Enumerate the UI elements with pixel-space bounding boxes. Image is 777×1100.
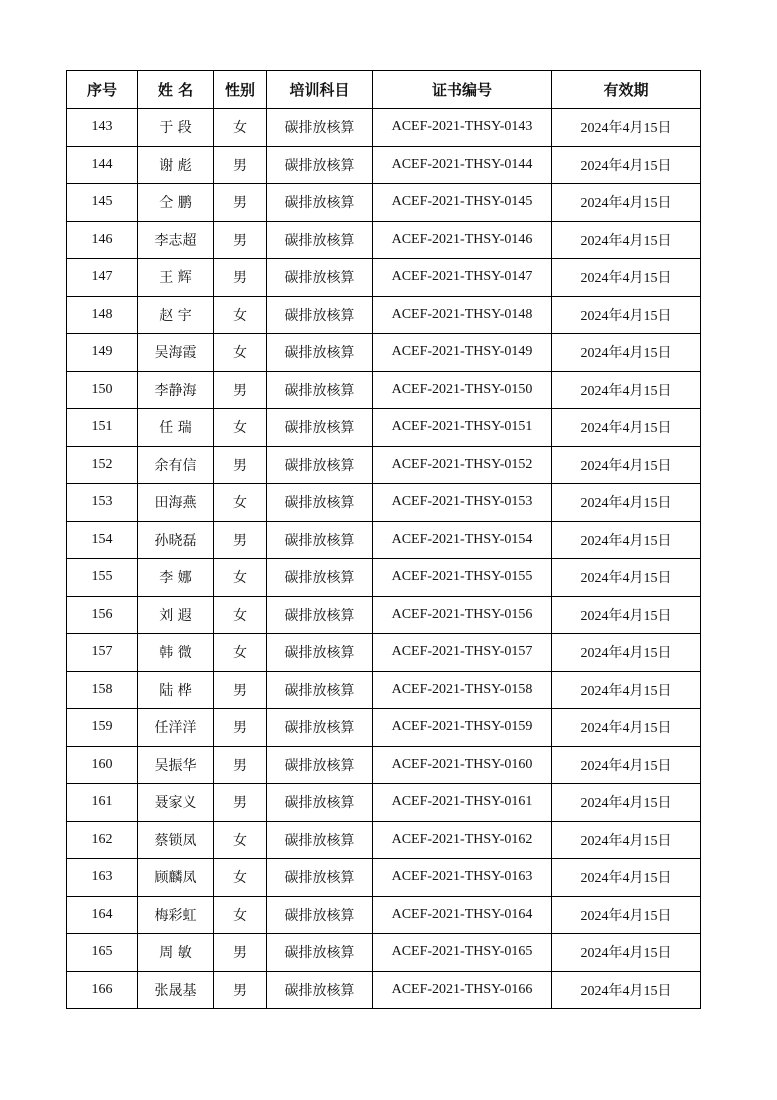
- cell-subject: 碳排放核算: [267, 896, 373, 934]
- cell-gender: 女: [214, 859, 267, 897]
- cell-subject: 碳排放核算: [267, 559, 373, 597]
- cell-index: 159: [67, 709, 138, 747]
- cell-gender: 男: [214, 746, 267, 784]
- cell-index: 144: [67, 146, 138, 184]
- cell-subject: 碳排放核算: [267, 859, 373, 897]
- cell-index: 165: [67, 934, 138, 972]
- cell-subject: 碳排放核算: [267, 221, 373, 259]
- cell-valid: 2024年4月15日: [552, 934, 701, 972]
- table-row: [67, 221, 701, 259]
- cell-index: 158: [67, 671, 138, 709]
- cell-cert-no: ACEF-2021-THSY-0147: [373, 259, 552, 297]
- cell-valid: 2024年4月15日: [552, 784, 701, 822]
- cell-index: 151: [67, 409, 138, 447]
- cell-index: 162: [67, 821, 138, 859]
- cell-subject: 碳排放核算: [267, 296, 373, 334]
- header-name: 姓 名: [138, 71, 214, 109]
- cell-name: 余有信: [138, 446, 214, 484]
- table-row: [67, 409, 701, 447]
- cell-name: 梅彩虹: [138, 896, 214, 934]
- cell-valid: 2024年4月15日: [552, 259, 701, 297]
- header-valid: 有效期: [552, 71, 701, 109]
- cell-name: 张晟基: [138, 971, 214, 1009]
- cell-gender: 男: [214, 221, 267, 259]
- cell-valid: 2024年4月15日: [552, 446, 701, 484]
- cell-gender: 男: [214, 521, 267, 559]
- cell-cert-no: ACEF-2021-THSY-0146: [373, 221, 552, 259]
- cell-gender: 男: [214, 934, 267, 972]
- cell-name: 吴海霞: [138, 334, 214, 372]
- cell-name: 谢 彪: [138, 146, 214, 184]
- cell-valid: 2024年4月15日: [552, 184, 701, 222]
- table-row: [67, 821, 701, 859]
- cell-subject: 碳排放核算: [267, 409, 373, 447]
- cell-valid: 2024年4月15日: [552, 296, 701, 334]
- cell-valid: 2024年4月15日: [552, 859, 701, 897]
- cell-name: 刘 遐: [138, 596, 214, 634]
- table-row: [67, 596, 701, 634]
- cell-gender: 男: [214, 446, 267, 484]
- table-row: [67, 634, 701, 672]
- cell-name: 于 段: [138, 109, 214, 147]
- cell-subject: 碳排放核算: [267, 334, 373, 372]
- cell-name: 聂家义: [138, 784, 214, 822]
- table-row: [67, 559, 701, 597]
- cell-subject: 碳排放核算: [267, 109, 373, 147]
- table-row: [67, 109, 701, 147]
- cell-index: 148: [67, 296, 138, 334]
- cell-valid: 2024年4月15日: [552, 371, 701, 409]
- cell-valid: 2024年4月15日: [552, 821, 701, 859]
- cell-valid: 2024年4月15日: [552, 409, 701, 447]
- cell-name: 赵 宇: [138, 296, 214, 334]
- cell-index: 153: [67, 484, 138, 522]
- cell-subject: 碳排放核算: [267, 634, 373, 672]
- cell-valid: 2024年4月15日: [552, 521, 701, 559]
- cell-subject: 碳排放核算: [267, 671, 373, 709]
- cell-cert-no: ACEF-2021-THSY-0145: [373, 184, 552, 222]
- table-row: [67, 896, 701, 934]
- cell-cert-no: ACEF-2021-THSY-0163: [373, 859, 552, 897]
- cell-valid: 2024年4月15日: [552, 109, 701, 147]
- cell-cert-no: ACEF-2021-THSY-0161: [373, 784, 552, 822]
- cell-valid: 2024年4月15日: [552, 221, 701, 259]
- cell-cert-no: ACEF-2021-THSY-0160: [373, 746, 552, 784]
- cell-subject: 碳排放核算: [267, 184, 373, 222]
- cell-index: 160: [67, 746, 138, 784]
- cell-subject: 碳排放核算: [267, 446, 373, 484]
- cell-index: 152: [67, 446, 138, 484]
- header-cert-no: 证书编号: [373, 71, 552, 109]
- cell-index: 154: [67, 521, 138, 559]
- table-row: [67, 371, 701, 409]
- cell-name: 蔡锁凤: [138, 821, 214, 859]
- cell-name: 顾麟凤: [138, 859, 214, 897]
- cell-gender: 男: [214, 146, 267, 184]
- cell-name: 任洋洋: [138, 709, 214, 747]
- table-row: [67, 334, 701, 372]
- table-row: [67, 859, 701, 897]
- table-row: [67, 259, 701, 297]
- cell-gender: 女: [214, 334, 267, 372]
- cell-index: 149: [67, 334, 138, 372]
- table-row: [67, 446, 701, 484]
- cell-subject: 碳排放核算: [267, 371, 373, 409]
- cell-index: 146: [67, 221, 138, 259]
- cell-cert-no: ACEF-2021-THSY-0150: [373, 371, 552, 409]
- cell-gender: 男: [214, 709, 267, 747]
- table-header: [67, 71, 701, 109]
- cell-cert-no: ACEF-2021-THSY-0157: [373, 634, 552, 672]
- cell-name: 陆 桦: [138, 671, 214, 709]
- cell-gender: 女: [214, 296, 267, 334]
- cell-subject: 碳排放核算: [267, 971, 373, 1009]
- cell-index: 166: [67, 971, 138, 1009]
- cell-gender: 男: [214, 371, 267, 409]
- cell-valid: 2024年4月15日: [552, 596, 701, 634]
- cell-gender: 女: [214, 109, 267, 147]
- cell-subject: 碳排放核算: [267, 596, 373, 634]
- cell-gender: 男: [214, 184, 267, 222]
- table-row: [67, 784, 701, 822]
- cell-cert-no: ACEF-2021-THSY-0152: [373, 446, 552, 484]
- cell-subject: 碳排放核算: [267, 259, 373, 297]
- cell-gender: 男: [214, 784, 267, 822]
- cell-valid: 2024年4月15日: [552, 971, 701, 1009]
- cell-name: 仝 鹏: [138, 184, 214, 222]
- table-body: [67, 109, 701, 1009]
- cell-name: 周 敏: [138, 934, 214, 972]
- cell-subject: 碳排放核算: [267, 746, 373, 784]
- cell-name: 任 瑞: [138, 409, 214, 447]
- cell-name: 王 辉: [138, 259, 214, 297]
- table-row: [67, 671, 701, 709]
- cell-subject: 碳排放核算: [267, 784, 373, 822]
- cell-gender: 女: [214, 596, 267, 634]
- cell-name: 李 娜: [138, 559, 214, 597]
- header-subject: 培训科目: [267, 71, 373, 109]
- cell-subject: 碳排放核算: [267, 934, 373, 972]
- cell-name: 韩 微: [138, 634, 214, 672]
- cell-index: 155: [67, 559, 138, 597]
- cell-cert-no: ACEF-2021-THSY-0143: [373, 109, 552, 147]
- header-gender: 性别: [214, 71, 267, 109]
- cell-gender: 女: [214, 634, 267, 672]
- cell-gender: 女: [214, 821, 267, 859]
- cell-gender: 女: [214, 409, 267, 447]
- cell-subject: 碳排放核算: [267, 709, 373, 747]
- cell-name: 李志超: [138, 221, 214, 259]
- header-row: [67, 71, 701, 109]
- cell-cert-no: ACEF-2021-THSY-0148: [373, 296, 552, 334]
- cell-index: 145: [67, 184, 138, 222]
- cell-index: 156: [67, 596, 138, 634]
- cell-gender: 男: [214, 259, 267, 297]
- cell-name: 李静海: [138, 371, 214, 409]
- cell-valid: 2024年4月15日: [552, 746, 701, 784]
- cell-cert-no: ACEF-2021-THSY-0166: [373, 971, 552, 1009]
- cell-valid: 2024年4月15日: [552, 709, 701, 747]
- cell-valid: 2024年4月15日: [552, 896, 701, 934]
- cell-valid: 2024年4月15日: [552, 334, 701, 372]
- table-row: [67, 709, 701, 747]
- cell-gender: 男: [214, 671, 267, 709]
- cell-index: 150: [67, 371, 138, 409]
- table-row: [67, 184, 701, 222]
- cell-cert-no: ACEF-2021-THSY-0158: [373, 671, 552, 709]
- cell-cert-no: ACEF-2021-THSY-0155: [373, 559, 552, 597]
- cell-gender: 男: [214, 971, 267, 1009]
- table-row: [67, 146, 701, 184]
- cell-cert-no: ACEF-2021-THSY-0153: [373, 484, 552, 522]
- cell-cert-no: ACEF-2021-THSY-0154: [373, 521, 552, 559]
- table-row: [67, 934, 701, 972]
- cell-cert-no: ACEF-2021-THSY-0159: [373, 709, 552, 747]
- header-index: 序号: [67, 71, 138, 109]
- cell-valid: 2024年4月15日: [552, 634, 701, 672]
- table-row: [67, 521, 701, 559]
- cell-valid: 2024年4月15日: [552, 146, 701, 184]
- table-row: [67, 746, 701, 784]
- cell-subject: 碳排放核算: [267, 821, 373, 859]
- cell-subject: 碳排放核算: [267, 146, 373, 184]
- cell-name: 田海燕: [138, 484, 214, 522]
- cell-valid: 2024年4月15日: [552, 559, 701, 597]
- cell-cert-no: ACEF-2021-THSY-0151: [373, 409, 552, 447]
- cell-index: 161: [67, 784, 138, 822]
- cell-gender: 女: [214, 559, 267, 597]
- table-row: [67, 484, 701, 522]
- cell-cert-no: ACEF-2021-THSY-0149: [373, 334, 552, 372]
- table-row: [67, 296, 701, 334]
- certificate-table: [66, 70, 701, 1009]
- cell-valid: 2024年4月15日: [552, 671, 701, 709]
- cell-cert-no: ACEF-2021-THSY-0156: [373, 596, 552, 634]
- cell-index: 143: [67, 109, 138, 147]
- cell-subject: 碳排放核算: [267, 521, 373, 559]
- cell-cert-no: ACEF-2021-THSY-0164: [373, 896, 552, 934]
- cell-cert-no: ACEF-2021-THSY-0162: [373, 821, 552, 859]
- cell-cert-no: ACEF-2021-THSY-0144: [373, 146, 552, 184]
- cell-cert-no: ACEF-2021-THSY-0165: [373, 934, 552, 972]
- cell-index: 164: [67, 896, 138, 934]
- cell-index: 147: [67, 259, 138, 297]
- cell-name: 吴振华: [138, 746, 214, 784]
- table-row: [67, 971, 701, 1009]
- cell-gender: 女: [214, 484, 267, 522]
- cell-index: 163: [67, 859, 138, 897]
- cell-gender: 女: [214, 896, 267, 934]
- cell-valid: 2024年4月15日: [552, 484, 701, 522]
- cell-index: 157: [67, 634, 138, 672]
- cell-subject: 碳排放核算: [267, 484, 373, 522]
- cell-name: 孙晓磊: [138, 521, 214, 559]
